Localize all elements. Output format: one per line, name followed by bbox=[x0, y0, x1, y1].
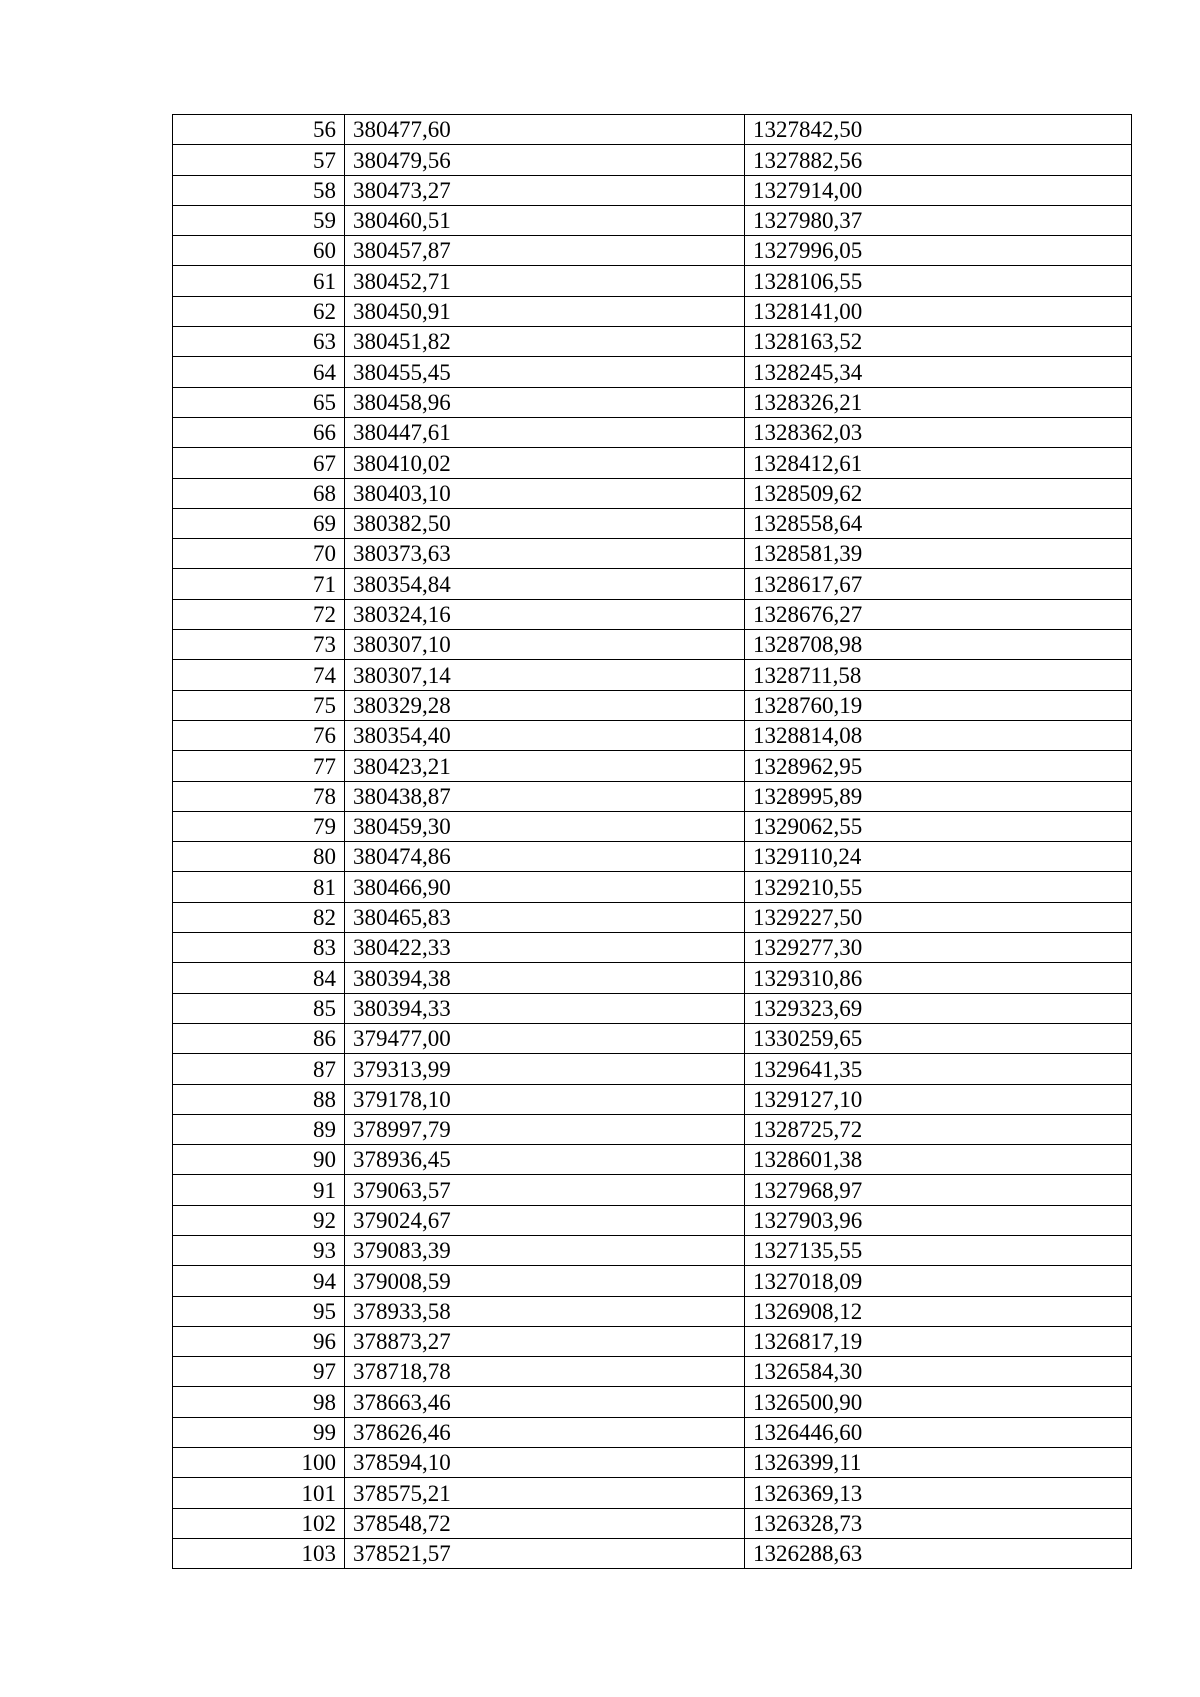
y-coordinate-cell: 1326817,19 bbox=[745, 1326, 1132, 1356]
y-coordinate-cell: 1327968,97 bbox=[745, 1175, 1132, 1205]
point-number-cell: 97 bbox=[173, 1357, 345, 1387]
x-coordinate-cell: 378626,46 bbox=[345, 1417, 745, 1447]
table-row bbox=[173, 599, 1132, 629]
y-coordinate-cell: 1327914,00 bbox=[745, 175, 1132, 205]
table-row bbox=[173, 811, 1132, 841]
table-row bbox=[173, 508, 1132, 538]
table-row bbox=[173, 205, 1132, 235]
table-row bbox=[173, 1478, 1132, 1508]
x-coordinate-cell: 380451,82 bbox=[345, 327, 745, 357]
y-coordinate-cell: 1328581,39 bbox=[745, 539, 1132, 569]
point-number-cell: 88 bbox=[173, 1084, 345, 1114]
point-number-cell: 91 bbox=[173, 1175, 345, 1205]
point-number-cell: 66 bbox=[173, 417, 345, 447]
y-coordinate-cell: 1328163,52 bbox=[745, 327, 1132, 357]
point-number-cell: 70 bbox=[173, 539, 345, 569]
table-row bbox=[173, 1448, 1132, 1478]
x-coordinate-cell: 380394,38 bbox=[345, 963, 745, 993]
table-row bbox=[173, 1235, 1132, 1265]
x-coordinate-cell: 380473,27 bbox=[345, 175, 745, 205]
y-coordinate-cell: 1328245,34 bbox=[745, 357, 1132, 387]
table-row bbox=[173, 842, 1132, 872]
x-coordinate-cell: 380450,91 bbox=[345, 296, 745, 326]
table-row bbox=[173, 872, 1132, 902]
x-coordinate-cell: 380307,14 bbox=[345, 660, 745, 690]
point-number-cell: 81 bbox=[173, 872, 345, 902]
point-number-cell: 84 bbox=[173, 963, 345, 993]
point-number-cell: 60 bbox=[173, 236, 345, 266]
x-coordinate-cell: 380382,50 bbox=[345, 508, 745, 538]
point-number-cell: 101 bbox=[173, 1478, 345, 1508]
table-row bbox=[173, 630, 1132, 660]
point-number-cell: 98 bbox=[173, 1387, 345, 1417]
x-coordinate-cell: 380394,33 bbox=[345, 993, 745, 1023]
y-coordinate-cell: 1328141,00 bbox=[745, 296, 1132, 326]
y-coordinate-cell: 1326399,11 bbox=[745, 1448, 1132, 1478]
point-number-cell: 77 bbox=[173, 751, 345, 781]
x-coordinate-cell: 380477,60 bbox=[345, 115, 745, 145]
x-coordinate-cell: 378575,21 bbox=[345, 1478, 745, 1508]
table-row bbox=[173, 1387, 1132, 1417]
x-coordinate-cell: 378663,46 bbox=[345, 1387, 745, 1417]
y-coordinate-cell: 1326584,30 bbox=[745, 1357, 1132, 1387]
point-number-cell: 75 bbox=[173, 690, 345, 720]
x-coordinate-cell: 379024,67 bbox=[345, 1205, 745, 1235]
coordinates-table-body bbox=[173, 115, 1132, 1569]
x-coordinate-cell: 378718,78 bbox=[345, 1357, 745, 1387]
point-number-cell: 79 bbox=[173, 811, 345, 841]
x-coordinate-cell: 379008,59 bbox=[345, 1266, 745, 1296]
y-coordinate-cell: 1328725,72 bbox=[745, 1114, 1132, 1144]
x-coordinate-cell: 379313,99 bbox=[345, 1054, 745, 1084]
table-row bbox=[173, 902, 1132, 932]
y-coordinate-cell: 1328760,19 bbox=[745, 690, 1132, 720]
x-coordinate-cell: 379063,57 bbox=[345, 1175, 745, 1205]
table-row bbox=[173, 1508, 1132, 1538]
table-row bbox=[173, 569, 1132, 599]
point-number-cell: 80 bbox=[173, 842, 345, 872]
table-row bbox=[173, 1357, 1132, 1387]
point-number-cell: 89 bbox=[173, 1114, 345, 1144]
y-coordinate-cell: 1328962,95 bbox=[745, 751, 1132, 781]
point-number-cell: 65 bbox=[173, 387, 345, 417]
x-coordinate-cell: 380354,84 bbox=[345, 569, 745, 599]
table-row bbox=[173, 175, 1132, 205]
x-coordinate-cell: 380307,10 bbox=[345, 630, 745, 660]
y-coordinate-cell: 1329127,10 bbox=[745, 1084, 1132, 1114]
point-number-cell: 87 bbox=[173, 1054, 345, 1084]
point-number-cell: 99 bbox=[173, 1417, 345, 1447]
table-row bbox=[173, 1296, 1132, 1326]
table-row bbox=[173, 1084, 1132, 1114]
x-coordinate-cell: 380459,30 bbox=[345, 811, 745, 841]
y-coordinate-cell: 1328814,08 bbox=[745, 720, 1132, 750]
point-number-cell: 71 bbox=[173, 569, 345, 599]
y-coordinate-cell: 1327903,96 bbox=[745, 1205, 1132, 1235]
y-coordinate-cell: 1329323,69 bbox=[745, 993, 1132, 1023]
point-number-cell: 95 bbox=[173, 1296, 345, 1326]
y-coordinate-cell: 1329227,50 bbox=[745, 902, 1132, 932]
y-coordinate-cell: 1327996,05 bbox=[745, 236, 1132, 266]
table-row bbox=[173, 660, 1132, 690]
x-coordinate-cell: 378936,45 bbox=[345, 1145, 745, 1175]
point-number-cell: 64 bbox=[173, 357, 345, 387]
y-coordinate-cell: 1326500,90 bbox=[745, 1387, 1132, 1417]
x-coordinate-cell: 380457,87 bbox=[345, 236, 745, 266]
y-coordinate-cell: 1326908,12 bbox=[745, 1296, 1132, 1326]
coordinates-table bbox=[172, 114, 1132, 1569]
point-number-cell: 93 bbox=[173, 1235, 345, 1265]
y-coordinate-cell: 1328362,03 bbox=[745, 417, 1132, 447]
point-number-cell: 74 bbox=[173, 660, 345, 690]
y-coordinate-cell: 1327980,37 bbox=[745, 205, 1132, 235]
point-number-cell: 103 bbox=[173, 1538, 345, 1568]
x-coordinate-cell: 378594,10 bbox=[345, 1448, 745, 1478]
x-coordinate-cell: 380403,10 bbox=[345, 478, 745, 508]
point-number-cell: 67 bbox=[173, 448, 345, 478]
point-number-cell: 58 bbox=[173, 175, 345, 205]
point-number-cell: 73 bbox=[173, 630, 345, 660]
y-coordinate-cell: 1328412,61 bbox=[745, 448, 1132, 478]
table-row bbox=[173, 145, 1132, 175]
point-number-cell: 100 bbox=[173, 1448, 345, 1478]
point-number-cell: 82 bbox=[173, 902, 345, 932]
point-number-cell: 62 bbox=[173, 296, 345, 326]
table-row bbox=[173, 115, 1132, 145]
point-number-cell: 86 bbox=[173, 1023, 345, 1053]
point-number-cell: 57 bbox=[173, 145, 345, 175]
y-coordinate-cell: 1328711,58 bbox=[745, 660, 1132, 690]
point-number-cell: 72 bbox=[173, 599, 345, 629]
y-coordinate-cell: 1329641,35 bbox=[745, 1054, 1132, 1084]
x-coordinate-cell: 380455,45 bbox=[345, 357, 745, 387]
x-coordinate-cell: 380479,56 bbox=[345, 145, 745, 175]
table-row bbox=[173, 1538, 1132, 1568]
x-coordinate-cell: 378997,79 bbox=[345, 1114, 745, 1144]
table-row bbox=[173, 690, 1132, 720]
point-number-cell: 56 bbox=[173, 115, 345, 145]
x-coordinate-cell: 380465,83 bbox=[345, 902, 745, 932]
point-number-cell: 96 bbox=[173, 1326, 345, 1356]
y-coordinate-cell: 1328708,98 bbox=[745, 630, 1132, 660]
y-coordinate-cell: 1326446,60 bbox=[745, 1417, 1132, 1447]
table-row bbox=[173, 327, 1132, 357]
table-row bbox=[173, 1054, 1132, 1084]
table-row bbox=[173, 539, 1132, 569]
point-number-cell: 76 bbox=[173, 720, 345, 750]
table-row bbox=[173, 993, 1132, 1023]
table-row bbox=[173, 296, 1132, 326]
y-coordinate-cell: 1326328,73 bbox=[745, 1508, 1132, 1538]
table-row bbox=[173, 720, 1132, 750]
y-coordinate-cell: 1328558,64 bbox=[745, 508, 1132, 538]
point-number-cell: 83 bbox=[173, 933, 345, 963]
table-row bbox=[173, 1417, 1132, 1447]
y-coordinate-cell: 1326288,63 bbox=[745, 1538, 1132, 1568]
x-coordinate-cell: 380438,87 bbox=[345, 781, 745, 811]
y-coordinate-cell: 1328509,62 bbox=[745, 478, 1132, 508]
table-row bbox=[173, 1145, 1132, 1175]
y-coordinate-cell: 1328326,21 bbox=[745, 387, 1132, 417]
y-coordinate-cell: 1326369,13 bbox=[745, 1478, 1132, 1508]
y-coordinate-cell: 1327882,56 bbox=[745, 145, 1132, 175]
x-coordinate-cell: 380458,96 bbox=[345, 387, 745, 417]
table-row bbox=[173, 933, 1132, 963]
x-coordinate-cell: 380324,16 bbox=[345, 599, 745, 629]
point-number-cell: 59 bbox=[173, 205, 345, 235]
point-number-cell: 102 bbox=[173, 1508, 345, 1538]
y-coordinate-cell: 1329310,86 bbox=[745, 963, 1132, 993]
point-number-cell: 61 bbox=[173, 266, 345, 296]
table-row bbox=[173, 1266, 1132, 1296]
x-coordinate-cell: 379477,00 bbox=[345, 1023, 745, 1053]
table-row bbox=[173, 1205, 1132, 1235]
table-row bbox=[173, 448, 1132, 478]
table-row bbox=[173, 1114, 1132, 1144]
x-coordinate-cell: 379178,10 bbox=[345, 1084, 745, 1114]
x-coordinate-cell: 380410,02 bbox=[345, 448, 745, 478]
x-coordinate-cell: 380447,61 bbox=[345, 417, 745, 447]
y-coordinate-cell: 1329110,24 bbox=[745, 842, 1132, 872]
table-row bbox=[173, 963, 1132, 993]
table-row bbox=[173, 417, 1132, 447]
x-coordinate-cell: 378933,58 bbox=[345, 1296, 745, 1326]
table-row bbox=[173, 751, 1132, 781]
table-row bbox=[173, 236, 1132, 266]
x-coordinate-cell: 378873,27 bbox=[345, 1326, 745, 1356]
x-coordinate-cell: 380329,28 bbox=[345, 690, 745, 720]
table-row bbox=[173, 1175, 1132, 1205]
table-row bbox=[173, 1023, 1132, 1053]
y-coordinate-cell: 1329062,55 bbox=[745, 811, 1132, 841]
point-number-cell: 94 bbox=[173, 1266, 345, 1296]
point-number-cell: 90 bbox=[173, 1145, 345, 1175]
x-coordinate-cell: 380460,51 bbox=[345, 205, 745, 235]
point-number-cell: 92 bbox=[173, 1205, 345, 1235]
y-coordinate-cell: 1330259,65 bbox=[745, 1023, 1132, 1053]
y-coordinate-cell: 1329277,30 bbox=[745, 933, 1132, 963]
table-row bbox=[173, 478, 1132, 508]
point-number-cell: 68 bbox=[173, 478, 345, 508]
y-coordinate-cell: 1328995,89 bbox=[745, 781, 1132, 811]
table-row bbox=[173, 266, 1132, 296]
x-coordinate-cell: 380423,21 bbox=[345, 751, 745, 781]
y-coordinate-cell: 1328106,55 bbox=[745, 266, 1132, 296]
point-number-cell: 78 bbox=[173, 781, 345, 811]
x-coordinate-cell: 380354,40 bbox=[345, 720, 745, 750]
x-coordinate-cell: 380452,71 bbox=[345, 266, 745, 296]
y-coordinate-cell: 1327842,50 bbox=[745, 115, 1132, 145]
y-coordinate-cell: 1328617,67 bbox=[745, 569, 1132, 599]
point-number-cell: 63 bbox=[173, 327, 345, 357]
table-row bbox=[173, 357, 1132, 387]
y-coordinate-cell: 1327018,09 bbox=[745, 1266, 1132, 1296]
point-number-cell: 69 bbox=[173, 508, 345, 538]
x-coordinate-cell: 378521,57 bbox=[345, 1538, 745, 1568]
x-coordinate-cell: 380466,90 bbox=[345, 872, 745, 902]
y-coordinate-cell: 1328676,27 bbox=[745, 599, 1132, 629]
x-coordinate-cell: 380474,86 bbox=[345, 842, 745, 872]
y-coordinate-cell: 1327135,55 bbox=[745, 1235, 1132, 1265]
x-coordinate-cell: 380373,63 bbox=[345, 539, 745, 569]
x-coordinate-cell: 380422,33 bbox=[345, 933, 745, 963]
table-row bbox=[173, 781, 1132, 811]
x-coordinate-cell: 379083,39 bbox=[345, 1235, 745, 1265]
x-coordinate-cell: 378548,72 bbox=[345, 1508, 745, 1538]
point-number-cell: 85 bbox=[173, 993, 345, 1023]
y-coordinate-cell: 1329210,55 bbox=[745, 872, 1132, 902]
table-row bbox=[173, 1326, 1132, 1356]
y-coordinate-cell: 1328601,38 bbox=[745, 1145, 1132, 1175]
table-row bbox=[173, 387, 1132, 417]
